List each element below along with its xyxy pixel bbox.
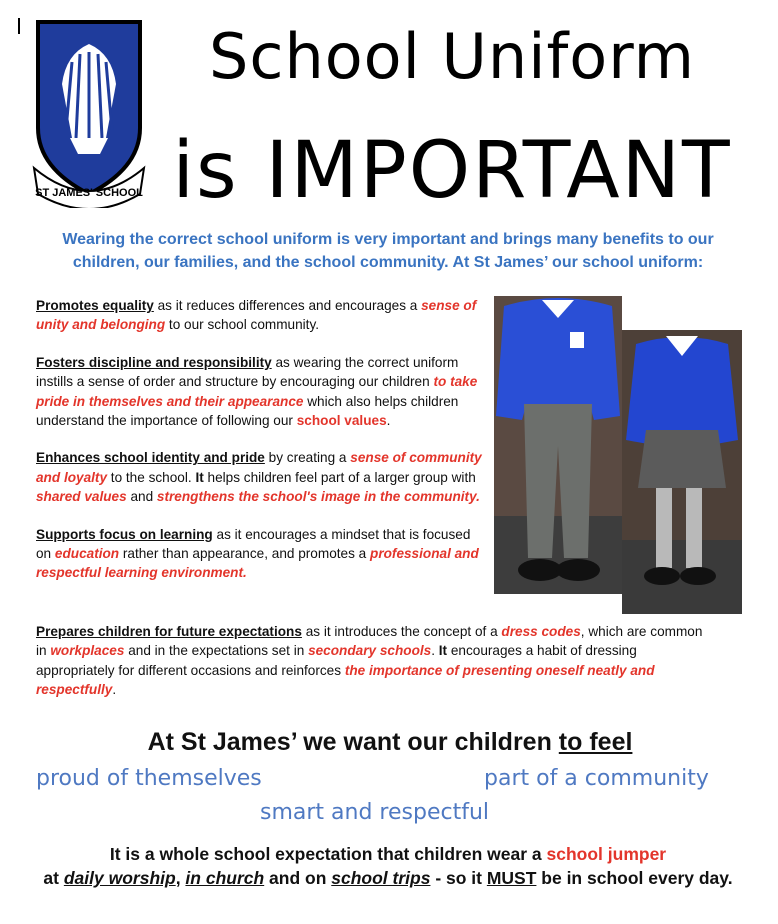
intro-text: Wearing the correct school uniform is very important and brings many benefits to our children, our families, and the school community. At St James’ our school uniform: [62, 231, 714, 271]
benefit-future: Prepares children for future expectations as it introduces the concept of a dress codes, which are common in workplaces and in the expectations set in secondary schools. It encourages a habit of dressing appropriately for different occasions and reinforces the importance of presenting oneself neatly and respectfully. [36, 624, 703, 698]
feeling-proud: proud of themselves [36, 766, 262, 791]
benefit-equality: Promotes equality as it reduces differences and encourages a sense of unity and belonging to our school community. [36, 298, 477, 333]
feeling-smart: smart and respectful [260, 800, 490, 825]
photo-boy-uniform [494, 296, 622, 594]
text-cursor [18, 18, 20, 34]
benefits-list [36, 296, 703, 698]
uniform-expectation: It is a whole school expectation that children wear a school jumper at daily worship, in church and on school trips - so it MUST be in school every day. [43, 844, 733, 888]
want-heading: At St James’ we want our children to feel [147, 728, 633, 756]
school-crest-logo [30, 18, 148, 208]
feeling-community: part of a community [484, 766, 709, 791]
title-line-1: School Uniform [209, 20, 695, 93]
benefit-identity: Enhances school identity and pride by creating a sense of community and loyalty to the school. It helps children feel part of a larger group with shared values and strengthens the school's image in the community. [36, 450, 482, 505]
title-line-2: is IMPORTANT [172, 126, 732, 216]
svg-text:ST JAMES' SCHOOL: ST JAMES' SCHOOL [35, 187, 143, 199]
benefit-learning: Supports focus on learning as it encourages a mindset that is focused on education rather than appearance, and promotes a professional and respectful learning environment. [36, 526, 479, 581]
photo-girl-uniform [622, 330, 742, 614]
benefit-discipline: Fosters discipline and responsibility as wearing the correct uniform instills a sense of order and structure by encouraging our children to take pride in themselves and their appearance which also helps children understand the importance of following our school values. [36, 354, 478, 429]
